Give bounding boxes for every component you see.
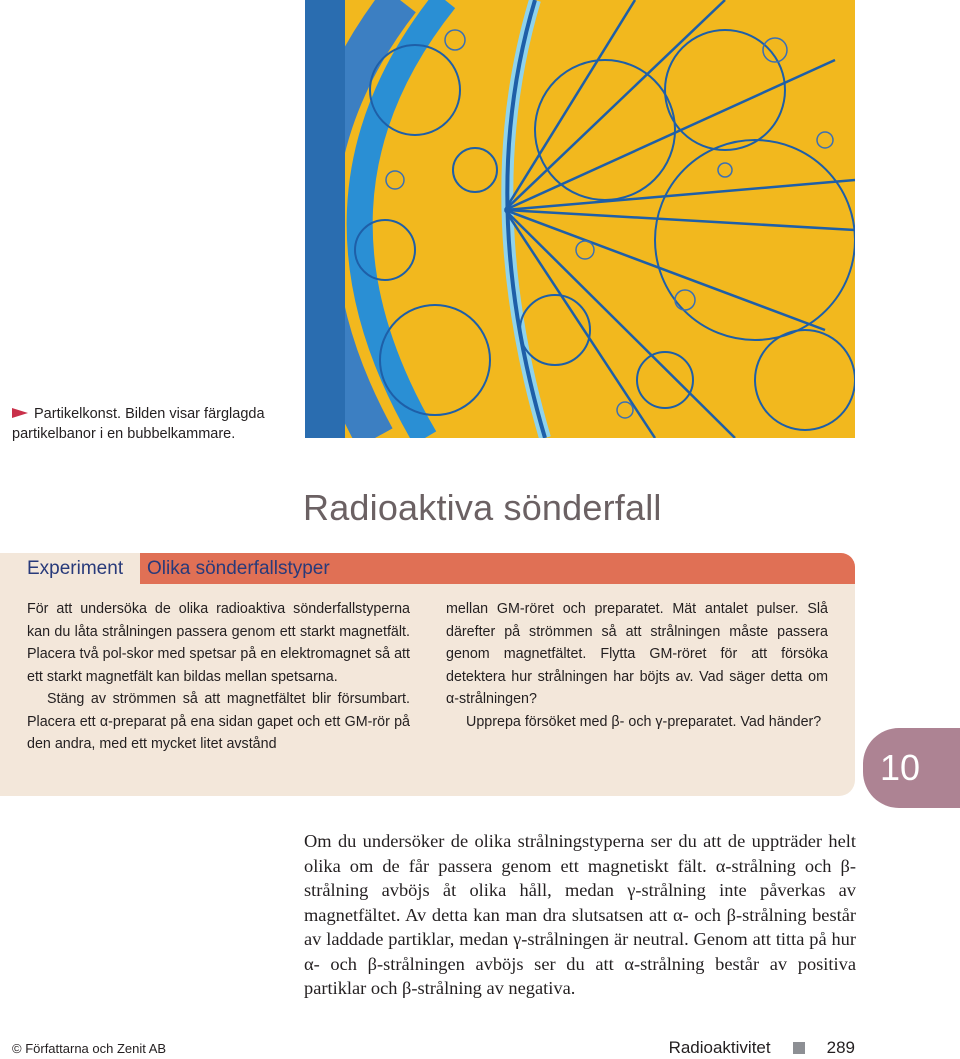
- chapter-tab: [863, 728, 960, 808]
- body-text: [304, 829, 856, 1001]
- experiment-column-2: [446, 598, 828, 733]
- footer-copyright: © Författarna och Zenit AB: [12, 1041, 167, 1056]
- experiment-column-1: [27, 598, 410, 756]
- experiment-label: Experiment: [27, 558, 124, 579]
- section-title: Radioaktiva sönderfall: [303, 487, 662, 528]
- footer-page-info: [669, 1038, 855, 1058]
- experiment-title: Olika sönderfallstyper: [147, 558, 330, 579]
- page-number: 289: [826, 1038, 855, 1057]
- experiment-paragraph: Stäng av strömmen så att magnetfältet blir försumbart. Placera ett α-preparat på ena sidan gapet och ett GM-rör på den andra, med ett mycket litet avstånd: [27, 691, 410, 752]
- experiment-paragraph: mellan GM-röret och preparatet. Mät antalet pulser. Slå därefter på strömmen så att strålningen måste passera genom magnetfältet. Flytta GM-röret för att försöka detektera hur strålningen har böjts av. Vad säger detta om α-strålningen?: [446, 601, 828, 707]
- arrow-right-icon: [12, 408, 28, 418]
- bubble-chamber-photo: [305, 0, 855, 438]
- experiment-paragraph: För att undersöka de olika radioaktiva sönderfallstyperna kan du låta strålningen passera genom ett starkt magnetfält. Placera två pol-skor med spetsar på en elektromagnet så att ett starkt magnetfält kan bildas mellan spetsarna.: [27, 601, 410, 685]
- photo-caption: [12, 404, 282, 444]
- experiment-paragraph: Upprepa försöket med β- och γ-preparatet. Vad händer?: [466, 713, 822, 730]
- chamber-border: [305, 0, 345, 438]
- square-icon: [793, 1042, 805, 1054]
- footer-chapter: Radioaktivitet: [668, 1038, 771, 1057]
- bubble-chamber-illustration: [305, 0, 855, 438]
- experiment-header: [0, 553, 855, 584]
- body-paragraph: Om du undersöker de olika strålningstyperna ser du att de uppträder helt olika om de får passera genom ett magnetiskt fält. α-strålning och β-strålning avböjs åt olika håll, medan γ-strålning inte påverkas av magnetfältet. Av detta kan man dra slutsatsen att α- och β-strålning består av laddade partiklar, medan γ-strålningen är neutral. Genom att titta på hur α- och β-strålningen avböjs ser du att α-strålning består av positiva partiklar och β-strålning av negativa.: [304, 831, 856, 998]
- caption-text: Partikelkonst. Bilden visar färglagda partikelbanor i en bubbelkammare.: [12, 406, 265, 442]
- chapter-number: 10: [880, 747, 921, 788]
